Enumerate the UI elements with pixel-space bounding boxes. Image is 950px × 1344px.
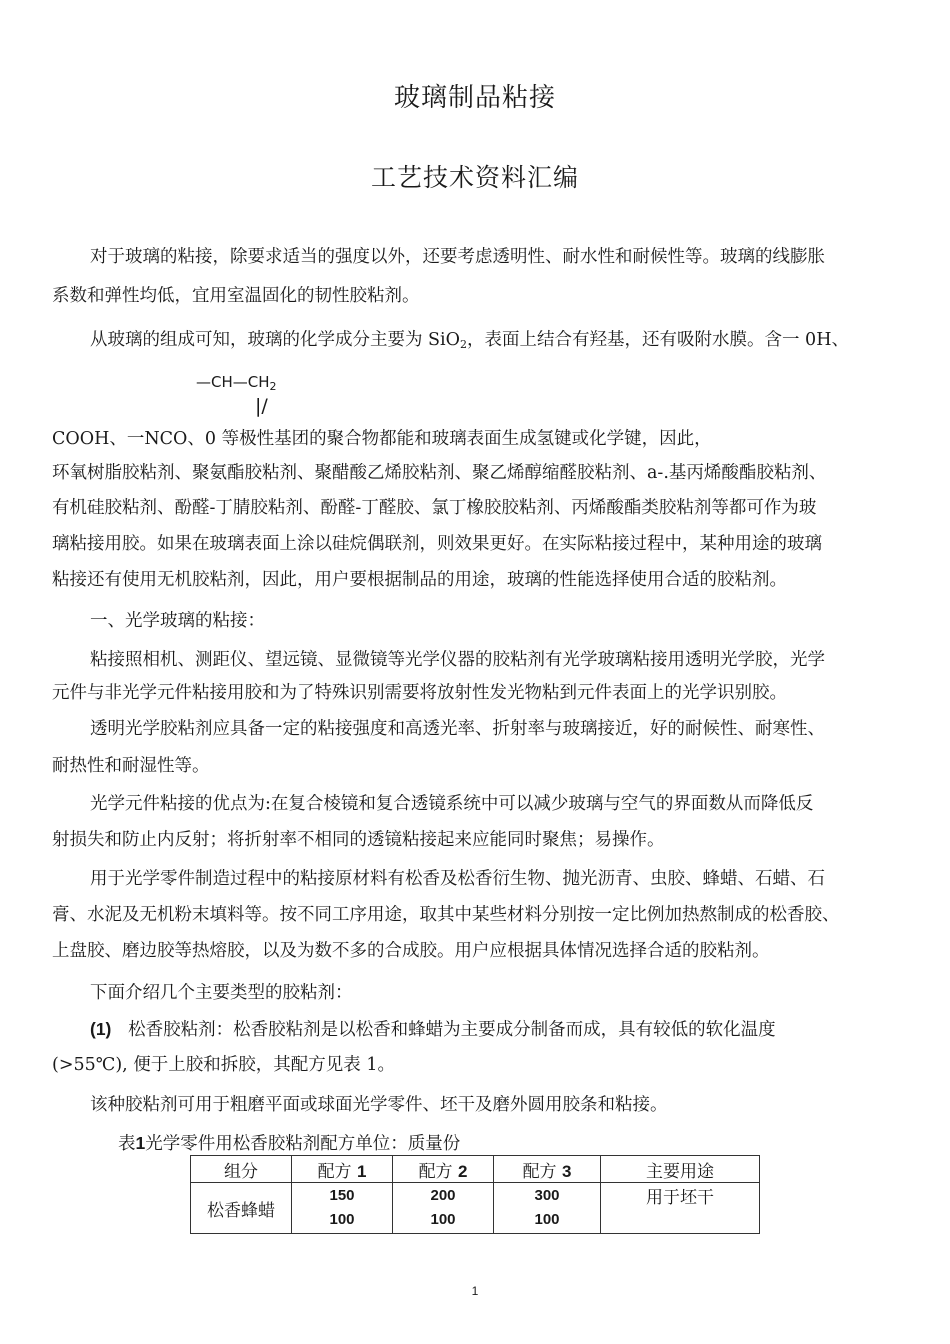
paragraph-line: 上盘胶、磨边胶等热熔胶，以及为数不多的合成胶。用户应根据具体情况选择合适的胶粘剂。 — [52, 941, 770, 961]
paragraph-line: COOH、一NCO、0 等极性基团的聚合物都能和玻璃表面生成氢键或化学键，因此， — [52, 429, 712, 449]
paragraph-line: 从玻璃的组成可知，玻璃的化学成分主要为 SiO$_2$，表面上结合有羟基，还有吸附水膜。含一 0H、 — [90, 330, 849, 351]
page-title: 玻璃制品粘接 — [393, 83, 556, 113]
chemical-formula: $—CH—CH_2$ — [196, 373, 277, 393]
paragraph-line: 系数和弹性均低，宜用室温固化的韧性胶粘剂。 — [52, 286, 420, 306]
paragraph-line: 用于光学零件制造过程中的粘接原材料有松香及松香衍生物、抛光沥青、虫胶、蜂蜡、石蜡、石 — [90, 869, 825, 889]
table-row — [191, 1183, 760, 1234]
cell-component: 松香蜂蜡 — [191, 1183, 292, 1234]
cell-formula-1: 150 100 — [292, 1183, 393, 1234]
paragraph-line: 光学元件粘接的优点为:在复合棱镜和复合透镜系统中可以减少玻璃与空气的界面数从而降低反 — [90, 794, 814, 814]
list-number: (1) — [90, 1019, 112, 1039]
paragraph-line: 璃粘接用胶。如果在玻璃表面上涂以硅烷偶联剂，则效果更好。在实际粘接过程中，某种用途的玻璃 — [52, 534, 822, 554]
header-formula-3: 配方 3 — [494, 1156, 601, 1183]
cell-usage: 用于坯干 — [601, 1183, 760, 1234]
header-usage: 主要用途 — [601, 1156, 760, 1183]
cell-formula-2: 200 100 — [393, 1183, 494, 1234]
paragraph-line: 膏、水泥及无机粉末填料等。按不同工序用途，取其中某些材料分别按一定比例加热熬制成的松香胶、 — [52, 905, 840, 925]
formula-bond-marks: |/ — [255, 395, 268, 417]
paragraph-line: 环氧树脂胶粘剂、聚氨酯胶粘剂、聚醋酸乙烯胶粘剂、聚乙烯醇缩醛胶粘剂、a-.基丙烯酸酯胶粘剂、 — [52, 463, 827, 483]
header-formula-1: 配方 1 — [292, 1156, 393, 1183]
paragraph-line: 元件与非光学元件粘接用胶和为了特殊识别需要将放射性发光物粘到元件表面上的光学识别胶。 — [52, 683, 787, 703]
paragraph-line: 粘接还有使用无机胶粘剂，因此，用户要根据制品的用途，玻璃的性能选择使用合适的胶粘剂。 — [52, 570, 787, 590]
header-component: 组分 — [191, 1156, 292, 1183]
paragraph-line: 透明光学胶粘剂应具备一定的粘接强度和高透光率、折射率与玻璃接近，好的耐候性、耐寒性、 — [90, 719, 825, 739]
page-subtitle: 工艺技术资料汇编 — [370, 163, 579, 192]
page-number: 1 — [471, 1284, 479, 1298]
paragraph-line: 粘接照相机、测距仪、望远镜、显微镜等光学仪器的胶粘剂有光学玻璃粘接用透明光学胶，光学 — [90, 650, 825, 670]
table-caption: 表1光学零件用松香胶粘剂配方单位：质量份 — [118, 1133, 461, 1154]
paragraph-line: 对于玻璃的粘接，除要求适当的强度以外，还要考虑透明性、耐水性和耐候性等。玻璃的线膨胀 — [90, 247, 825, 267]
subscript: 2 — [460, 338, 467, 351]
paragraph-line: 下面介绍几个主要类型的胶粘剂： — [90, 983, 353, 1003]
formula-table — [190, 1155, 760, 1234]
paragraph-line: 有机硅胶粘剂、酚醛-丁腈胶粘剂、酚醛-丁醛胶、氯丁橡胶胶粘剂、丙烯酸酯类胶粘剂等都可作为玻 — [52, 498, 817, 518]
paragraph-line: 该种胶粘剂可用于粗磨平面或球面光学零件、坯干及磨外圆用胶条和粘接。 — [90, 1095, 668, 1115]
table-header-row — [191, 1156, 760, 1183]
section-heading: 一、光学玻璃的粘接： — [90, 611, 265, 631]
paragraph-line: 射损失和防止内反射；将折射率不相同的透镜粘接起来应能同时聚焦；易操作。 — [52, 830, 665, 850]
paragraph-line: (>55℃), 便于上胶和拆胶，其配方见表 1。 — [52, 1055, 395, 1075]
paragraph-line: (1) 松香胶粘剂：松香胶粘剂是以松香和蜂蜡为主要成分制备而成，具有较低的软化温度 — [90, 1019, 776, 1040]
header-formula-2: 配方 2 — [393, 1156, 494, 1183]
cell-formula-3: 300 100 — [494, 1183, 601, 1234]
paragraph-line: 耐热性和耐湿性等。 — [52, 756, 210, 776]
